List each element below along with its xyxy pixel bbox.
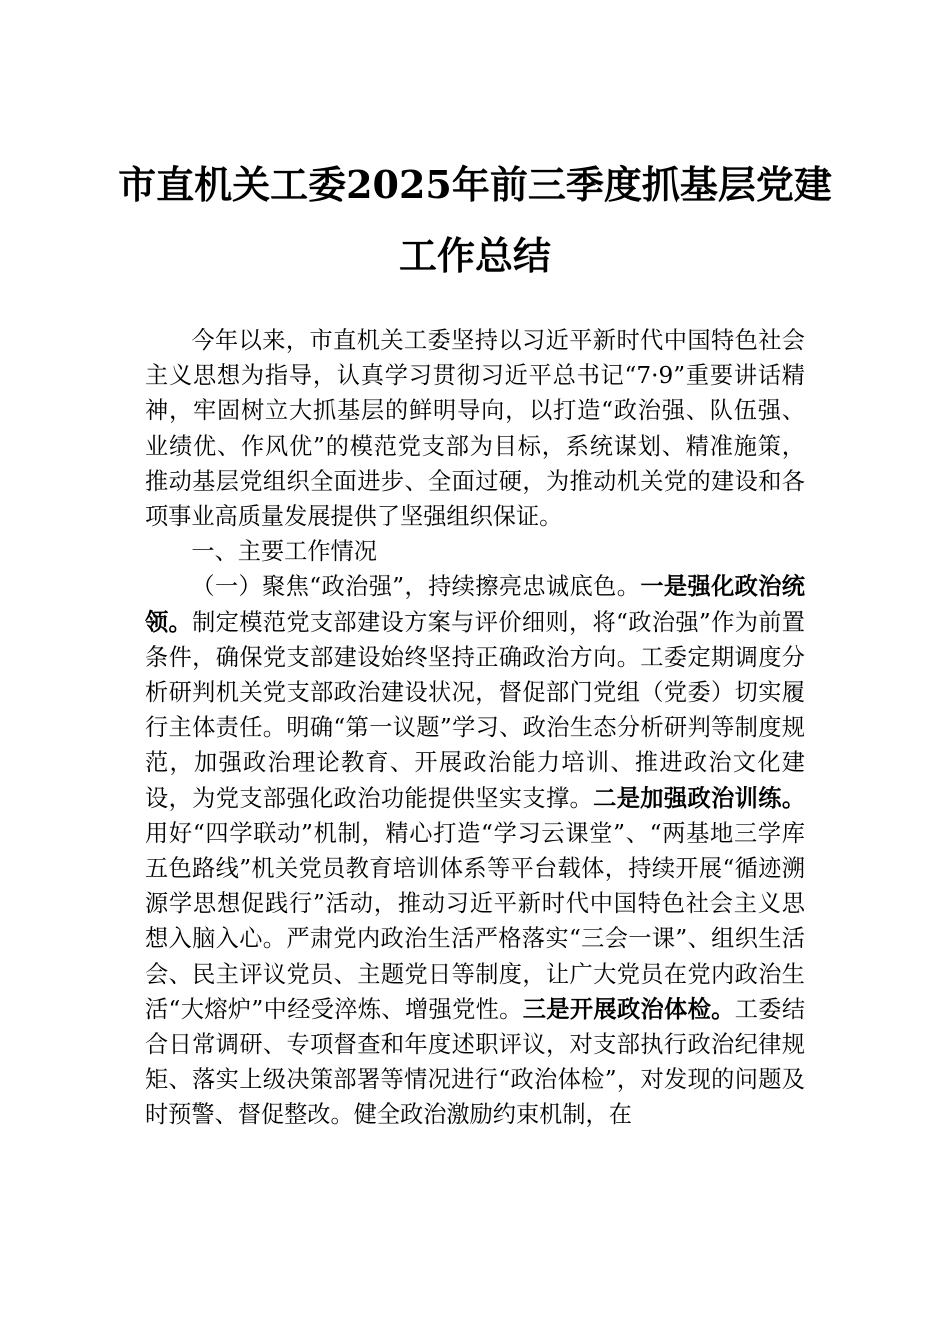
subsection-lead: （一）聚焦“政治强”，持续擦亮忠诚底色。 [191,573,641,601]
document-title-line-2: 工作总结 [398,233,551,278]
document-body [145,323,805,1133]
bold-point-3: 三是开展政治体检。 [522,995,735,1023]
bold-point-2: 二是加强政治训练。 [593,784,806,812]
point-3-text: 工委结合日常调研、专项督查和年度述职评议，对支部执行政治纪律规矩、落实上级决策部署等情况进行“政治体检”，对发现的问题及时预警、督促整改。健全政治激励约束机制，在 [145,995,806,1129]
section-paragraph [145,569,805,1132]
section-heading: 一、主要工作情况 [191,538,377,566]
point-2-text: 用好“四学联动”机制，精心打造“学习云课堂”、“两基地三学库五色路线”机关党员教育培训体系等平台载体，持续开展“循迹溯源学思想促践行”活动，推动习近平新时代中国特色社会主义思想入脑入心。严肃党内政治生活严格落实“三会一课”、组织生活会、民主评议党员、主题党日等制度，让广大党员在党内政治生活“大熔炉”中经受淬炼、增强党性。 [145,819,805,1023]
bold-point-1: 一是强化政治统领。 [145,573,805,636]
document-title-line-1: 市直机关工委2025年前三季度抓基层党建 [118,162,832,207]
point-1-text: 制定模范党支部建设方案与评价细则，将“政治强”作为前置条件，确保党支部建设始终坚持正确政治方向。工委定期调度分析研判机关党支部政治建设状况，督促部门党组（党委）切实履行主体责任。明确“第一议题”学习、政治生态分析研判等制度规范，加强政治理论教育、开展政治能力培训、推进政治文化建设，为党支部强化政治功能提供坚实支撑。 [145,608,805,812]
intro-paragraph: 今年以来，市直机关工委坚持以习近平新时代中国特色社会主义思想为指导，认真学习贯彻习近平总书记“7·9”重要讲话精神，牢固树立大抓基层的鲜明导向，以打造“政治强、队伍强、业绩优、作风优”的模范党支部为目标，系统谋划、精准施策，推动基层党组织全面进步、全面过硬，为推动机关党的建设和各项事业高质量发展提供了坚强组织保证。 [145,327,805,531]
